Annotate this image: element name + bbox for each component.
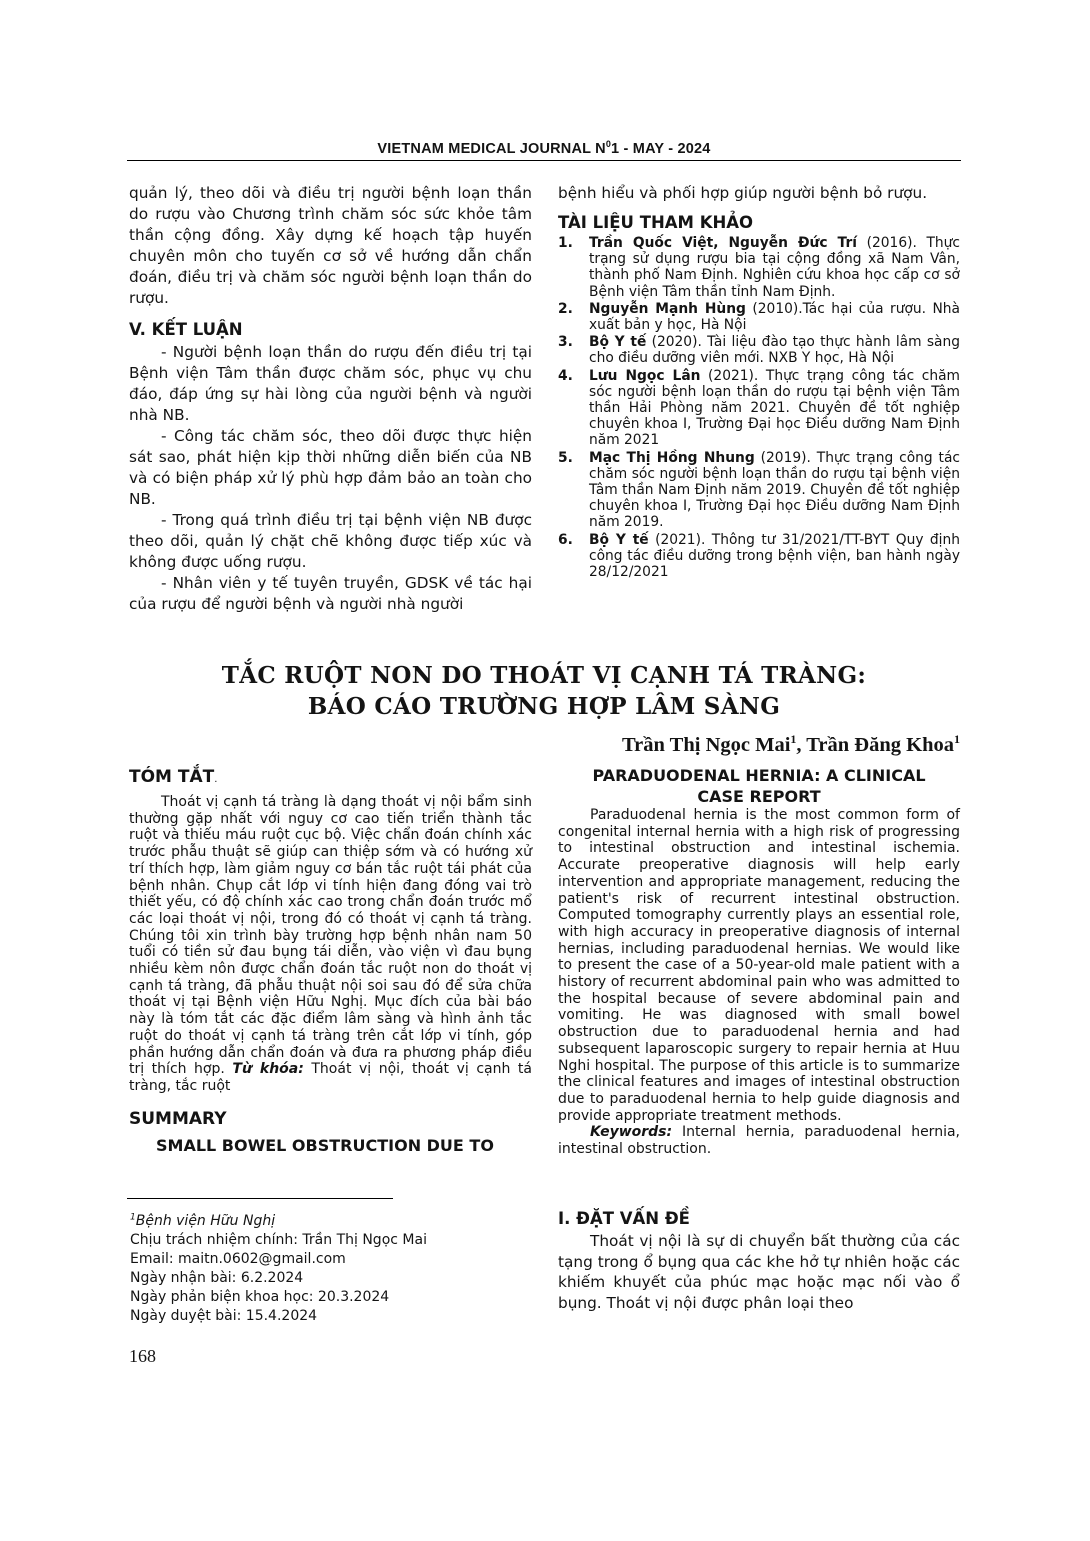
reference-item: 6. Bộ Y tế (2021). Thông tư 31/2021/TT-BYT Quy định công tác điều dưỡng trong bệnh viện, ban hành ngày 28/12/2021	[558, 531, 961, 581]
paragraph: quản lý, theo dõi và điều trị người bệnh loạn thần do rượu vào Chương trình chăm sóc sức khỏe tâm thần cộng đồng. Xây dựng kế hoạch tập huyến chuyên môn cho tuyến cơ sở về hướng dẫn chẩn đoán, điều trị và chăm sóc người bệnh loạn thần do rượu.	[129, 184, 532, 307]
introduction	[558, 1207, 960, 1313]
paragraph: bệnh hiểu và phối hợp giúp người bệnh bỏ rượu.	[558, 184, 928, 202]
running-header: VIETNAM MEDICAL JOURNAL $N^01$ - MAY - 2024	[377, 139, 711, 157]
header-rule	[127, 160, 961, 161]
article-title: TẮC RUỘT NON DO THOÁT VỊ CẠNH TÁ TRÀNG: BÁO CÁO TRƯỜNG HỢP LÂM SÀNG	[221, 662, 867, 720]
footnote	[130, 1208, 427, 1326]
english-title: PARADUODENAL HERNIA: A CLINICAL CASE REPORT	[592, 766, 926, 806]
summary-title-start: SMALL BOWEL OBSTRUCTION DUE TO	[156, 1135, 494, 1155]
author-line: Trần Thị Ngọc Mai$^1$, Trần Đăng Khoa$^1$	[622, 732, 960, 756]
section-heading-intro: I. ĐẶT VẤN ĐỀ	[558, 1209, 690, 1228]
abstract-body-en: Paraduodenal hernia is the most common form of congenital internal hernia with a high risk of progressing to intestinal obstruction and intestinal ischemia. Accurate preoperative diagnosis will help early intervention and appropriate management, reducing the patient's risk of recurrent intestinal obstruction. Computed tomography currently plays an essential role, with high accuracy in preoperative diagnosis of internal hernias, including paraduodenal hernias. We would like to present the case of a 50-year-old male patient with a history of recurrent abdominal pain who was admitted to the hospital because of severe abdominal pain and vomiting. He was diagnosed with small bowel obstruction due to paraduodenal hernia and had subsequent laparoscopic surgery to repair hernia at Huu Nghi hospital. The purpose of this article is to summarize the clinical features and images of intestinal obstruction due to paraduodenal hernia to help guide diagnosis and provide appropriate treatment methods.	[558, 807, 960, 1124]
paragraph: - Người bệnh loạn thần do rượu đến điều trị tại Bệnh viện Tâm thần được chăm sóc, phục vụ chu đáo, đáp ứng sự hài lòng của người bệnh và người nhà NB.	[129, 343, 532, 424]
abstract-body: Thoát vị cạnh tá tràng là dạng thoát vị nội bẩm sinh thường gặp nhất với nguy cơ cao tiến triển thành tắc ruột và thiếu máu ruột cục bộ. Việc chẩn đoán chính xác trước phẫu thuật sẽ giúp can thiệp sớm và có hướng xử trí thích hợp, làm giảm nguy cơ bán tắc ruột tái phát của bệnh nhân. Chụp cắt lớp vi tính hiện đang đóng vai trò thiết yếu, có độ chính xác cao trong chẩn đoán trước mổ các loại thoát vị nội, trong đó có thoát vị cạnh tá tràng. Chúng tôi xin trình bày trường hợp bệnh nhân nam 50 tuổi có tiền sử đau bụng tái diễn, vào viện vì đau bụng nhiều kèm nôn được chẩn đoán tắc ruột non do thoát vị cạnh tá tràng, đã phẫu thuật nội soi sau đó để sửa chữa thoát vị tại Bệnh viện Hữu Nghị. Mục đích của bài báo này là tóm tắt các đặc điểm lâm sàng và hình ảnh tắc ruột do thoát vị cạnh tá tràng trên cắt lớp vi tính, góp phần hướng dẫn chẩn đoán và đưa ra phương pháp điều trị thích hợp. Từ khóa: Thoát vị nội, thoát vị cạnh tá tràng, tắc ruột	[129, 794, 532, 1094]
abstract-en	[558, 765, 960, 1158]
paragraph: - Nhân viên y tế tuyên truyền, GDSK về tác hại của rượu để người bệnh và người nhà người	[129, 574, 532, 613]
affiliation: $^1$Bệnh viện Hữu Nghị	[130, 1212, 276, 1229]
footnote-line: Chịu trách nhiệm chính: Trần Thị Ngọc Mai	[130, 1231, 427, 1248]
summary-heading: SUMMARY	[129, 1108, 227, 1129]
footnote-line: Email: maitn.0602@gmail.com	[130, 1250, 346, 1267]
section-heading-references: TÀI LIỆU THAM KHẢO	[558, 213, 754, 232]
section-heading-conclusion: V. KẾT LUẬN	[129, 320, 243, 339]
keywords-en: Keywords: Internal hernia, paraduodenal hernia, intestinal obstruction.	[558, 1124, 960, 1158]
page-number: 168	[129, 1346, 156, 1366]
footnote-rule	[127, 1198, 393, 1199]
reference-item: 1. Trần Quốc Việt, Nguyễn Đức Trí (2016). Thực trạng sử dụng rượu bia tại cộng đồng xã Nam Vân, thành phố Nam Định. Nghiên cứu khoa học cấp cơ sở Bệnh viện Tâm thần tỉnh Nam Định.	[558, 235, 960, 300]
paragraph: - Công tác chăm sóc, theo dõi được thực hiện sát sao, phát hiện kịp thời những diễn biến của NB và có biện pháp xử lý phù hợp đảm bảo an toàn cho NB.	[129, 427, 532, 508]
footnote-line: Ngày nhận bài: 6.2.2024	[130, 1269, 304, 1286]
abstract-heading: TÓM TẮT.	[129, 767, 218, 787]
left-column-top	[129, 183, 532, 615]
abstract-vi	[129, 765, 532, 1157]
reference-item: 5. Mạc Thị Hồng Nhung (2019). Thực trạng công tác chăm sóc người bệnh loạn thần do rượu tại bệnh viện Tâm thần Nam Định năm 2019. Chuyên đề tốt nghiệp chuyên khoa I, Trường Đại học Điều dưỡng Nam Định năm 2019.	[558, 449, 960, 531]
paragraph: - Trong quá trình điều trị tại bệnh viện NB được theo dõi, quản lý chặt chẽ không được tiếp xúc và không được uống rượu.	[129, 511, 532, 571]
reference-list	[558, 235, 960, 580]
footnote-line: Ngày phản biện khoa học: 20.3.2024	[130, 1288, 390, 1305]
footnote-line: Ngày duyệt bài: 15.4.2024	[130, 1307, 318, 1324]
reference-item: 3. Bộ Y tế (2020). Tài liệu đào tạo thực hành lâm sàng cho điều dưỡng viên mới. NXB Y học, Hà Nội	[558, 334, 960, 367]
reference-item: 2. Nguyễn Mạnh Hùng (2010).Tác hại của rượu. Nhà xuất bản y học, Hà Nội	[558, 300, 961, 334]
right-column-top	[558, 183, 960, 581]
paragraph: Thoát vị nội là sự di chuyển bất thường của các tạng trong ổ bụng qua các khe hở tự nhiên hoặc các khiếm khuyết của phúc mạc hoặc mạc nối vào ổ bụng. Thoát vị nội được phân loại theo	[558, 1232, 960, 1312]
reference-item: 4. Lưu Ngọc Lân (2021). Thực trạng công tác chăm sóc người bệnh loạn thần do rượu tại bệnh viện Tâm thần Hải Phòng năm 2021. Chuyên đề tốt nghiệp chuyên khoa I, Trường Đại học Điều dưỡng Nam Định năm 2021	[558, 367, 960, 449]
